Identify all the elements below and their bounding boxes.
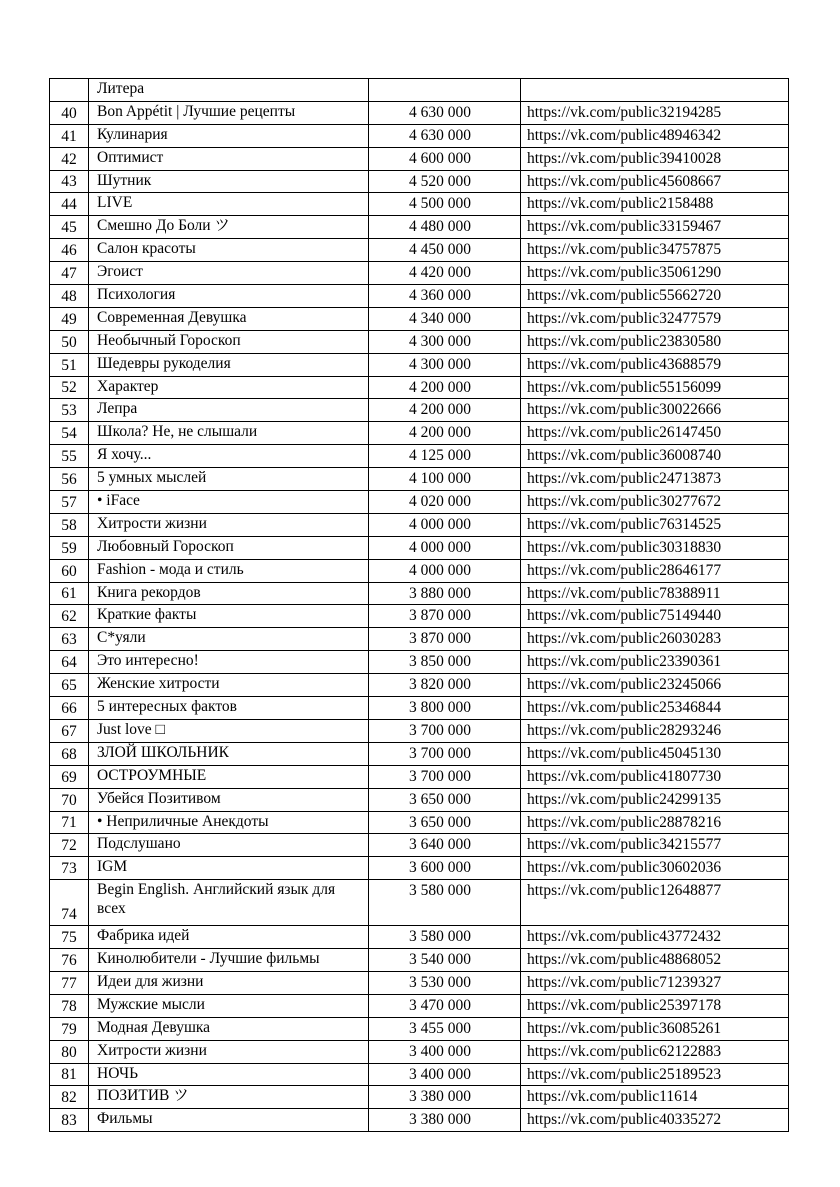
subscriber-count: 3 650 000: [369, 811, 521, 834]
community-name: Модная Девушка: [89, 1017, 369, 1040]
table-row: [50, 353, 789, 376]
community-link[interactable]: https://vk.com/public39410028: [521, 147, 789, 170]
table-row: [50, 674, 789, 697]
row-number: 60: [50, 559, 89, 582]
table-row: [50, 124, 789, 147]
community-name: Необычный Гороскоп: [89, 330, 369, 353]
community-name: Подслушано: [89, 834, 369, 857]
subscriber-count: 3 700 000: [369, 719, 521, 742]
row-number: [50, 79, 89, 102]
community-name: Кулинария: [89, 124, 369, 147]
row-number: 83: [50, 1109, 89, 1132]
community-name: Смешно До Боли ツ: [89, 216, 369, 239]
community-name: Фильмы: [89, 1109, 369, 1132]
table-row: [50, 719, 789, 742]
table-row: [50, 399, 789, 422]
community-link[interactable]: https://vk.com/public34757875: [521, 239, 789, 262]
row-number: 66: [50, 697, 89, 720]
subscriber-count: 4 480 000: [369, 216, 521, 239]
community-link[interactable]: https://vk.com/public23245066: [521, 674, 789, 697]
table-row: [50, 491, 789, 514]
row-number: 52: [50, 376, 89, 399]
table-row: [50, 788, 789, 811]
subscriber-count: 3 580 000: [369, 880, 521, 926]
community-link[interactable]: https://vk.com/public62122883: [521, 1040, 789, 1063]
community-name: ЗЛОЙ ШКОЛЬНИК: [89, 742, 369, 765]
table-row: [50, 971, 789, 994]
community-link[interactable]: https://vk.com/public45045130: [521, 742, 789, 765]
row-number: 50: [50, 330, 89, 353]
subscriber-count: 3 540 000: [369, 949, 521, 972]
row-number: 79: [50, 1017, 89, 1040]
table-row: [50, 376, 789, 399]
subscriber-count: 3 580 000: [369, 926, 521, 949]
community-link[interactable]: https://vk.com/public41807730: [521, 765, 789, 788]
table-row: [50, 742, 789, 765]
table-row: [50, 559, 789, 582]
community-name: ПОЗИТИВ ツ: [89, 1086, 369, 1109]
subscriber-count: 4 500 000: [369, 193, 521, 216]
row-number: 42: [50, 147, 89, 170]
subscriber-count: 4 600 000: [369, 147, 521, 170]
community-name: Любовный Гороскоп: [89, 536, 369, 559]
row-number: 59: [50, 536, 89, 559]
community-name: Современная Девушка: [89, 307, 369, 330]
community-name: 5 умных мыслей: [89, 468, 369, 491]
community-name: НОЧЬ: [89, 1063, 369, 1086]
community-name: Лепра: [89, 399, 369, 422]
subscriber-count: [369, 79, 521, 102]
row-number: 67: [50, 719, 89, 742]
table-row: [50, 239, 789, 262]
community-link[interactable]: https://vk.com/public30602036: [521, 857, 789, 880]
community-name: Bon Appétit | Лучшие рецепты: [89, 101, 369, 124]
table-row: [50, 193, 789, 216]
community-name: Книга рекордов: [89, 582, 369, 605]
table-row: [50, 834, 789, 857]
community-link[interactable]: https://vk.com/public48868052: [521, 949, 789, 972]
community-link[interactable]: https://vk.com/public2158488: [521, 193, 789, 216]
community-link[interactable]: https://vk.com/public43688579: [521, 353, 789, 376]
table-row: [50, 1086, 789, 1109]
table-row: [50, 79, 789, 102]
community-name: Характер: [89, 376, 369, 399]
row-number: 51: [50, 353, 89, 376]
community-link[interactable]: https://vk.com/public28646177: [521, 559, 789, 582]
community-link[interactable]: https://vk.com/public28878216: [521, 811, 789, 834]
table-row: [50, 1109, 789, 1132]
community-name: • Неприличные Анекдоты: [89, 811, 369, 834]
subscriber-count: 4 000 000: [369, 559, 521, 582]
subscriber-count: 4 100 000: [369, 468, 521, 491]
community-link[interactable]: https://vk.com/public11614: [521, 1086, 789, 1109]
community-link[interactable]: https://vk.com/public26030283: [521, 628, 789, 651]
subscriber-count: 4 630 000: [369, 124, 521, 147]
row-number: 81: [50, 1063, 89, 1086]
table-row: [50, 1040, 789, 1063]
subscriber-count: 4 520 000: [369, 170, 521, 193]
community-name: Краткие факты: [89, 605, 369, 628]
community-name: Шедевры рукоделия: [89, 353, 369, 376]
row-number: 74: [50, 880, 89, 926]
community-link[interactable]: https://vk.com/public55156099: [521, 376, 789, 399]
table-row: [50, 170, 789, 193]
subscriber-count: 3 380 000: [369, 1109, 521, 1132]
row-number: 73: [50, 857, 89, 880]
community-name: IGM: [89, 857, 369, 880]
row-number: 43: [50, 170, 89, 193]
subscriber-count: 4 000 000: [369, 536, 521, 559]
subscriber-count: 3 870 000: [369, 605, 521, 628]
subscriber-count: 3 400 000: [369, 1063, 521, 1086]
row-number: 64: [50, 651, 89, 674]
subscriber-count: 4 420 000: [369, 262, 521, 285]
community-name: Fashion - мода и стиль: [89, 559, 369, 582]
row-number: 46: [50, 239, 89, 262]
table-row: [50, 536, 789, 559]
table-row: [50, 926, 789, 949]
row-number: 65: [50, 674, 89, 697]
subscriber-count: 4 300 000: [369, 330, 521, 353]
community-link[interactable]: https://vk.com/public40335272: [521, 1109, 789, 1132]
subscriber-count: 4 020 000: [369, 491, 521, 514]
community-link[interactable]: https://vk.com/public30022666: [521, 399, 789, 422]
community-link[interactable]: https://vk.com/public24713873: [521, 468, 789, 491]
table-row: [50, 513, 789, 536]
row-number: 77: [50, 971, 89, 994]
community-name: Мужские мысли: [89, 994, 369, 1017]
table-row: [50, 949, 789, 972]
subscriber-count: 3 800 000: [369, 697, 521, 720]
community-link[interactable]: https://vk.com/public48946342: [521, 124, 789, 147]
subscriber-count: 4 300 000: [369, 353, 521, 376]
community-link[interactable]: https://vk.com/public30277672: [521, 491, 789, 514]
table-row: [50, 811, 789, 834]
table-row: [50, 445, 789, 468]
table-row: [50, 994, 789, 1017]
row-number: 53: [50, 399, 89, 422]
subscriber-count: 3 530 000: [369, 971, 521, 994]
subscriber-count: 3 400 000: [369, 1040, 521, 1063]
row-number: 68: [50, 742, 89, 765]
row-number: 55: [50, 445, 89, 468]
community-name: Эгоист: [89, 262, 369, 285]
community-name: Салон красоты: [89, 239, 369, 262]
row-number: 69: [50, 765, 89, 788]
table-row: [50, 422, 789, 445]
community-link[interactable]: https://vk.com/public23390361: [521, 651, 789, 674]
community-link[interactable]: https://vk.com/public32194285: [521, 101, 789, 124]
table-row: [50, 285, 789, 308]
table-row: [50, 651, 789, 674]
table-row: [50, 697, 789, 720]
community-name: LIVE: [89, 193, 369, 216]
table-row: [50, 262, 789, 285]
row-number: 47: [50, 262, 89, 285]
community-link[interactable]: [521, 79, 789, 102]
subscriber-count: 3 850 000: [369, 651, 521, 674]
table-row: [50, 765, 789, 788]
community-link[interactable]: https://vk.com/public24299135: [521, 788, 789, 811]
subscriber-count: 3 870 000: [369, 628, 521, 651]
community-link[interactable]: https://vk.com/public36085261: [521, 1017, 789, 1040]
community-name: Шутник: [89, 170, 369, 193]
community-name: Begin English. Английский язык для всех: [89, 880, 369, 926]
community-name: Психология: [89, 285, 369, 308]
table-row: [50, 857, 789, 880]
row-number: 72: [50, 834, 89, 857]
table-row: [50, 307, 789, 330]
community-link[interactable]: https://vk.com/public76314525: [521, 513, 789, 536]
row-number: 62: [50, 605, 89, 628]
table-row: [50, 216, 789, 239]
subscriber-count: 4 125 000: [369, 445, 521, 468]
table-row: [50, 605, 789, 628]
community-name: Убейся Позитивом: [89, 788, 369, 811]
row-number: 49: [50, 307, 89, 330]
community-name: Хитрости жизни: [89, 1040, 369, 1063]
subscriber-count: 4 450 000: [369, 239, 521, 262]
subscriber-count: 3 820 000: [369, 674, 521, 697]
row-number: 76: [50, 949, 89, 972]
community-link[interactable]: https://vk.com/public23830580: [521, 330, 789, 353]
row-number: 45: [50, 216, 89, 239]
community-link[interactable]: https://vk.com/public25189523: [521, 1063, 789, 1086]
row-number: 40: [50, 101, 89, 124]
community-name: 5 интересных фактов: [89, 697, 369, 720]
community-name: Фабрика идей: [89, 926, 369, 949]
row-number: 56: [50, 468, 89, 491]
subscriber-count: 3 380 000: [369, 1086, 521, 1109]
row-number: 78: [50, 994, 89, 1017]
subscriber-count: 3 470 000: [369, 994, 521, 1017]
community-name: Литера: [89, 79, 369, 102]
table-row: [50, 1063, 789, 1086]
community-name: Кинолюбители - Лучшие фильмы: [89, 949, 369, 972]
subscriber-count: 4 360 000: [369, 285, 521, 308]
row-number: 57: [50, 491, 89, 514]
row-number: 63: [50, 628, 89, 651]
subscriber-count: 4 200 000: [369, 422, 521, 445]
community-name: С*уяли: [89, 628, 369, 651]
community-name: Идеи для жизни: [89, 971, 369, 994]
community-link[interactable]: https://vk.com/public25397178: [521, 994, 789, 1017]
community-name: Just love □: [89, 719, 369, 742]
community-link[interactable]: https://vk.com/public32477579: [521, 307, 789, 330]
row-number: 41: [50, 124, 89, 147]
row-number: 44: [50, 193, 89, 216]
row-number: 48: [50, 285, 89, 308]
community-link[interactable]: https://vk.com/public12648877: [521, 880, 789, 926]
subscriber-count: 3 700 000: [369, 742, 521, 765]
community-link[interactable]: https://vk.com/public35061290: [521, 262, 789, 285]
community-link[interactable]: https://vk.com/public33159467: [521, 216, 789, 239]
row-number: 61: [50, 582, 89, 605]
community-name: Я хочу...: [89, 445, 369, 468]
community-link[interactable]: https://vk.com/public43772432: [521, 926, 789, 949]
row-number: 75: [50, 926, 89, 949]
community-link[interactable]: https://vk.com/public25346844: [521, 697, 789, 720]
subscriber-count: 3 600 000: [369, 857, 521, 880]
community-link[interactable]: https://vk.com/public30318830: [521, 536, 789, 559]
row-number: 71: [50, 811, 89, 834]
community-link[interactable]: https://vk.com/public45608667: [521, 170, 789, 193]
community-name: Хитрости жизни: [89, 513, 369, 536]
row-number: 70: [50, 788, 89, 811]
subscriber-count: 3 650 000: [369, 788, 521, 811]
community-link[interactable]: https://vk.com/public78388911: [521, 582, 789, 605]
community-name: Это интересно!: [89, 651, 369, 674]
community-link[interactable]: https://vk.com/public75149440: [521, 605, 789, 628]
community-link[interactable]: https://vk.com/public26147450: [521, 422, 789, 445]
community-link[interactable]: https://vk.com/public71239327: [521, 971, 789, 994]
community-name: Школа? Не, не слышали: [89, 422, 369, 445]
row-number: 58: [50, 513, 89, 536]
row-number: 82: [50, 1086, 89, 1109]
community-name: • iFace: [89, 491, 369, 514]
table-body: [50, 79, 789, 1132]
community-name: ОСТРОУМНЫЕ: [89, 765, 369, 788]
table-row: [50, 1017, 789, 1040]
subscriber-count: 3 640 000: [369, 834, 521, 857]
community-name: Оптимист: [89, 147, 369, 170]
subscriber-count: 4 630 000: [369, 101, 521, 124]
subscriber-count: 3 880 000: [369, 582, 521, 605]
community-link[interactable]: https://vk.com/public34215577: [521, 834, 789, 857]
table-row: [50, 582, 789, 605]
table-row: [50, 880, 789, 926]
table-row: [50, 101, 789, 124]
community-link[interactable]: https://vk.com/public28293246: [521, 719, 789, 742]
community-link[interactable]: https://vk.com/public36008740: [521, 445, 789, 468]
community-name: Женские хитрости: [89, 674, 369, 697]
subscriber-count: 4 000 000: [369, 513, 521, 536]
table-row: [50, 628, 789, 651]
community-link[interactable]: https://vk.com/public55662720: [521, 285, 789, 308]
subscriber-count: 3 455 000: [369, 1017, 521, 1040]
subscriber-count: 3 700 000: [369, 765, 521, 788]
table-row: [50, 468, 789, 491]
table-row: [50, 330, 789, 353]
subscriber-count: 4 200 000: [369, 399, 521, 422]
row-number: 80: [50, 1040, 89, 1063]
table-row: [50, 147, 789, 170]
row-number: 54: [50, 422, 89, 445]
subscriber-count: 4 200 000: [369, 376, 521, 399]
subscriber-count: 4 340 000: [369, 307, 521, 330]
communities-table: [49, 78, 789, 1132]
